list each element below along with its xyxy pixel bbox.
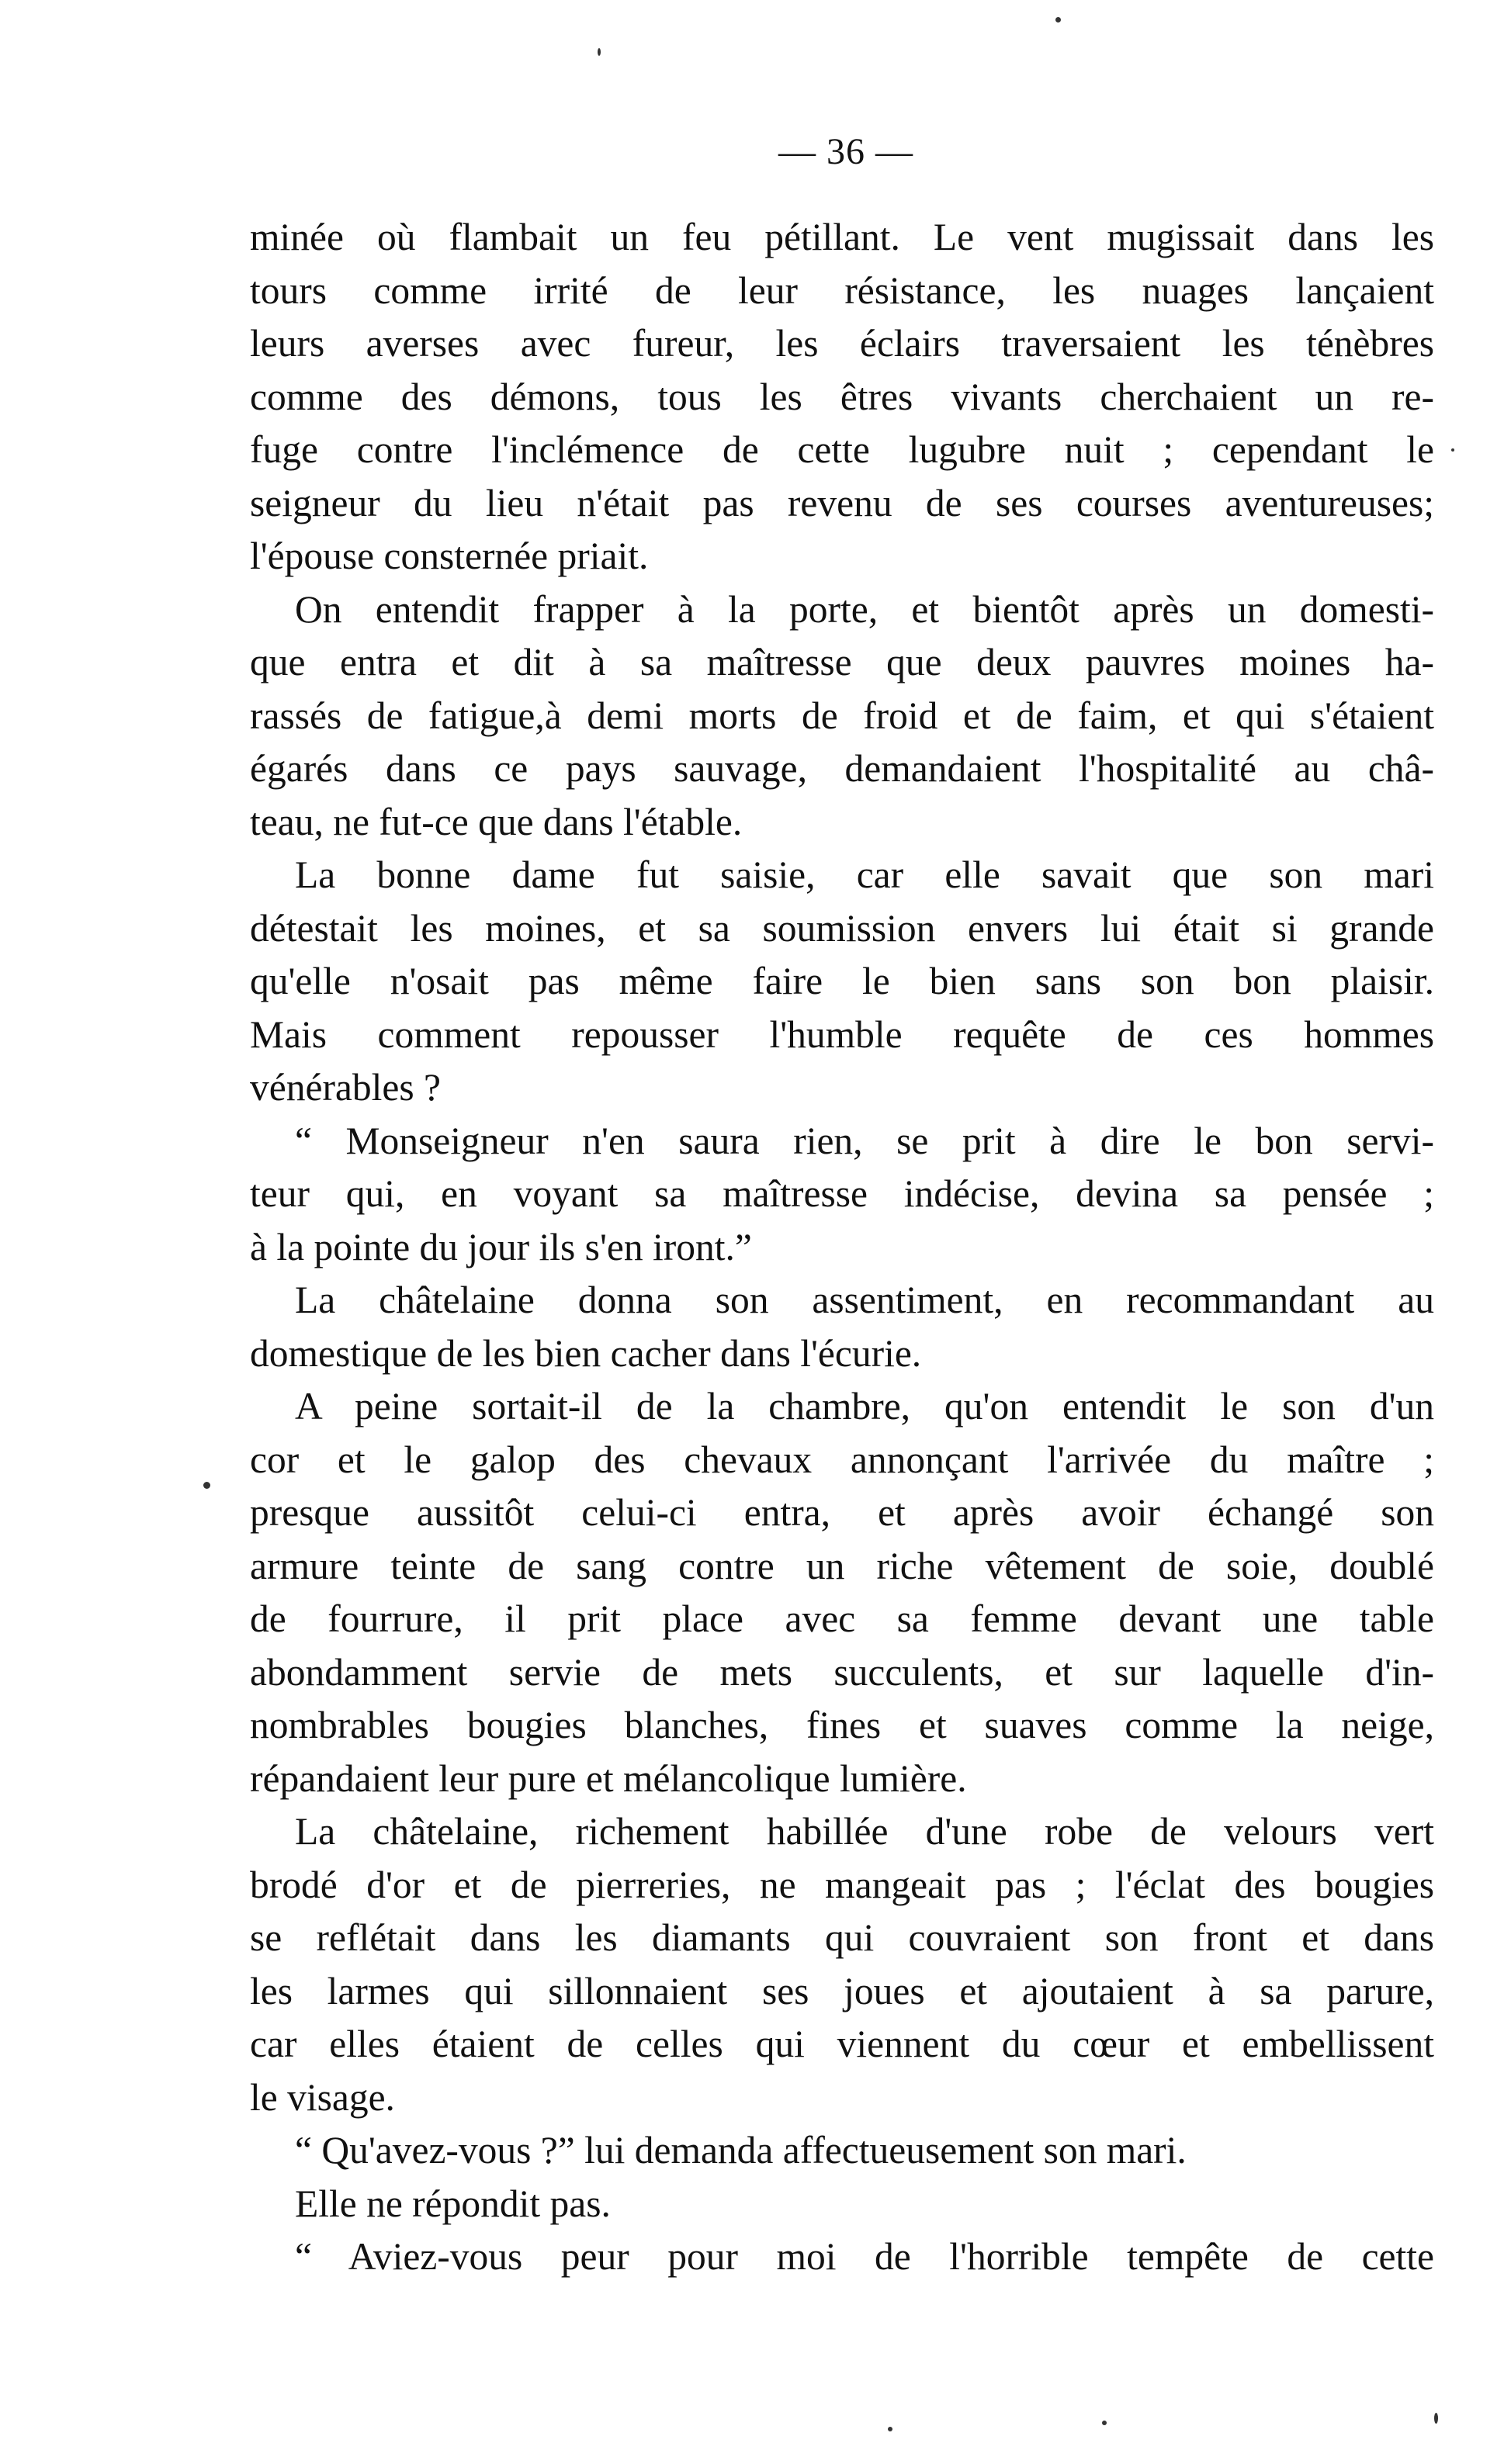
scan-speck (1055, 17, 1061, 22)
paragraph-2 (250, 583, 1434, 850)
paragraph-10 (250, 2230, 1434, 2284)
text-line: “ Monseigneur n'en saura rien, se prit à dire le bon servi- (295, 1119, 1434, 1162)
text-line: On entendit frapper à la porte, et bientôt après un domesti- (295, 587, 1434, 631)
text-line: leurs averses avec fureur, les éclairs traversaient les ténèbres (250, 322, 1434, 365)
text-line: détestait les moines, et sa soumission envers lui était si grande (250, 906, 1434, 950)
text-line: l'épouse consternée priait. (250, 535, 649, 577)
scan-speck (203, 1482, 210, 1489)
text-line: teur qui, en voyant sa maîtresse indécise, devina sa pensée ; (250, 1172, 1434, 1215)
text-line: armure teinte de sang contre un riche vêtement de soie, doublé (250, 1544, 1434, 1587)
text-line: se reflétait dans les diamants qui couvraient son front et dans (250, 1916, 1434, 1959)
scan-speck (1451, 448, 1454, 452)
text-line: qu'elle n'osait pas même faire le bien sans son bon plaisir. (250, 960, 1434, 1002)
text-line: brodé d'or et de pierreries, ne mangeait pas ; l'éclat des bougies (250, 1863, 1434, 1906)
scan-speck (888, 2427, 892, 2431)
paragraph-9 (250, 2178, 1434, 2231)
paragraph-3 (250, 849, 1434, 1115)
paragraph-5 (250, 1274, 1434, 1380)
text-line: nombrables bougies blanches, fines et suaves comme la neige, (250, 1704, 1434, 1746)
text-line: fuge contre l'inclémence de cette lugubre nuit ; cependant le (250, 428, 1434, 471)
scan-speck (1434, 2413, 1438, 2424)
text-line: de fourrure, il prit place avec sa femme devant une table (250, 1597, 1434, 1640)
text-line: teau, ne fut-ce que dans l'étable. (250, 800, 743, 843)
paragraph-7 (250, 1805, 1434, 2124)
body-text (250, 211, 1434, 2284)
paragraph-6 (250, 1380, 1434, 1805)
text-line: presque aussitôt celui-ci entra, et après avoir échangé son (250, 1491, 1434, 1534)
text-line: cor et le galop des chevaux annonçant l'arrivée du maître ; (250, 1438, 1434, 1481)
text-line: tours comme irrité de leur résistance, les nuages lançaient (250, 268, 1434, 312)
text-line: car elles étaient de celles qui viennent du cœur et embellissent (250, 2023, 1434, 2065)
text-line: les larmes qui sillonnaient ses joues et ajoutaient à sa parure, (250, 1969, 1434, 2012)
text-line: à la pointe du jour ils s'en iront.” (250, 1225, 752, 1268)
text-line: “ Aviez-vous peur pour moi de l'horrible tempête de cette (295, 2235, 1434, 2278)
text-line: domestique de les bien cacher dans l'écurie. (250, 1331, 922, 1375)
paragraph-8 (250, 2124, 1434, 2178)
scan-speck (1102, 2421, 1107, 2425)
text-line: La châtelaine, richement habillée d'une robe de velours vert (295, 1810, 1434, 1853)
text-line: répandaient leur pure et mélancolique lumière. (250, 1756, 967, 1800)
text-line: égarés dans ce pays sauvage, demandaient l'hospitalité au châ- (250, 747, 1434, 790)
text-line: abondamment servie de mets succulents, et sur laquelle d'in- (250, 1650, 1434, 1694)
scan-speck (598, 48, 601, 56)
text-line: Elle ne répondit pas. (295, 2182, 611, 2225)
text-line: seigneur du lieu n'était pas revenu de ses courses aventureuses; (250, 481, 1434, 524)
text-line: le visage. (250, 2075, 395, 2119)
text-line: que entra et dit à sa maîtresse que deux pauvres moines ha- (250, 641, 1434, 683)
text-line: A peine sortait-il de la chambre, qu'on entendit le son d'un (295, 1385, 1434, 1428)
text-line: comme des démons, tous les êtres vivants cherchaient un re- (250, 375, 1434, 418)
text-line: Mais comment repousser l'humble requête de ces hommes (250, 1012, 1434, 1056)
text-line: “ Qu'avez-vous ?” lui demanda affectueusement son mari. (295, 2129, 1187, 2172)
page-number: — 36 — (778, 131, 913, 172)
paragraph-1 (250, 211, 1434, 583)
text-line: La châtelaine donna son assentiment, en recommandant au (295, 1279, 1434, 1321)
text-line: vénérables ? (250, 1066, 441, 1109)
text-line: rassés de fatigue,à demi morts de froid et de faim, et qui s'étaient (250, 694, 1434, 737)
text-line: minée où flambait un feu pétillant. Le vent mugissait dans les (250, 216, 1434, 258)
text-line: La bonne dame fut saisie, car elle savait que son mari (295, 853, 1434, 896)
paragraph-4 (250, 1115, 1434, 1275)
